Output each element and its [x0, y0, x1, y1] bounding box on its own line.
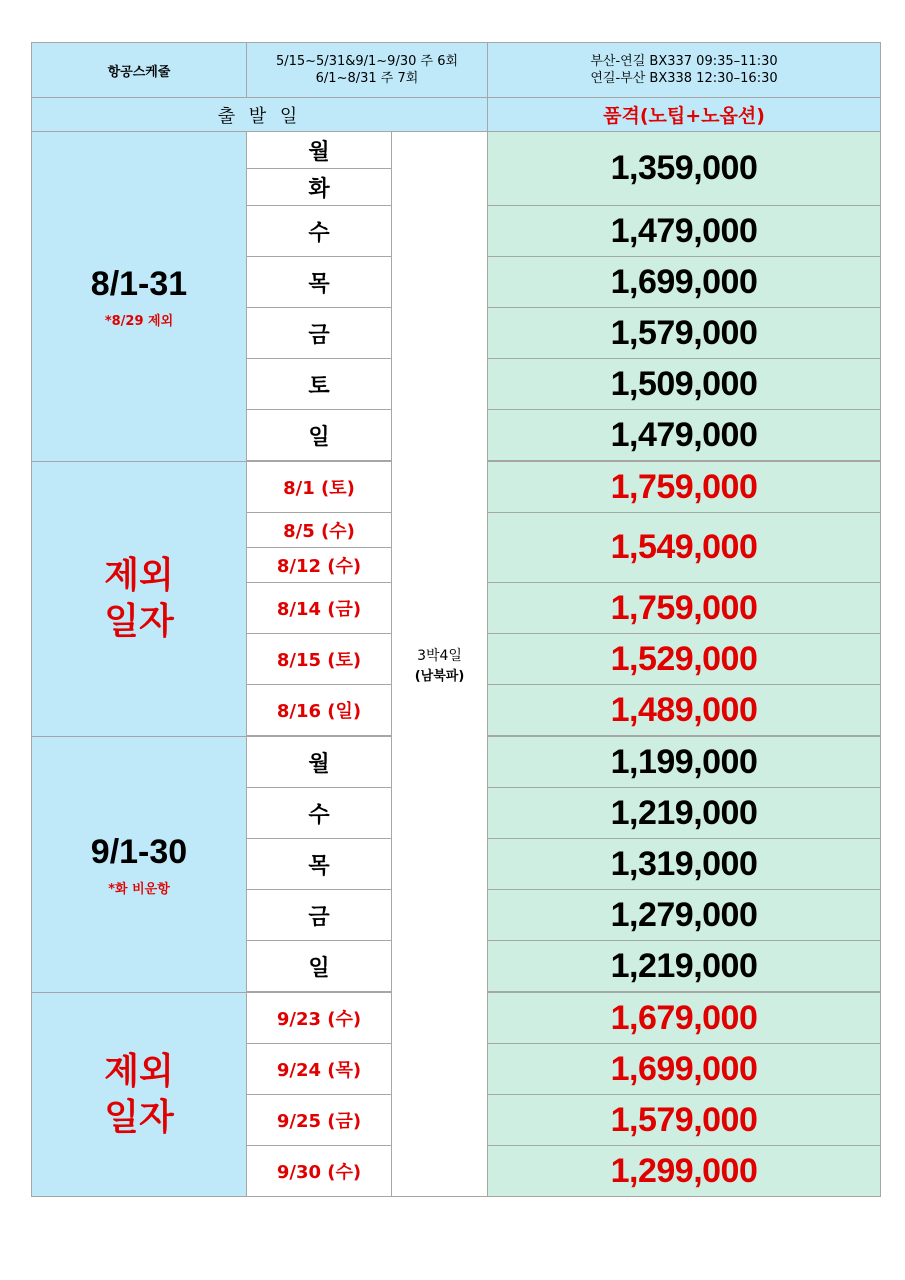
period-sep: [32, 737, 247, 993]
date-cell: 9/24 (목): [247, 1044, 392, 1095]
excl-sep: [32, 993, 247, 1197]
duration-line-1: 3박4일: [417, 647, 462, 664]
price-cell: 1,279,000: [488, 890, 881, 941]
price-cell: 1,219,000: [488, 941, 881, 992]
price-cell: 1,489,000: [488, 685, 881, 736]
duration-cell: [392, 132, 488, 1197]
header-flights: [488, 43, 881, 98]
price-cell: 1,479,000: [488, 206, 881, 257]
price-cell: 1,509,000: [488, 359, 881, 410]
date-cell: 8/14 (금): [247, 583, 392, 634]
day-cell: 수: [247, 788, 392, 839]
price-cell: 1,699,000: [488, 1044, 881, 1095]
price-cell: 1,579,000: [488, 1095, 881, 1146]
price-cell: 1,679,000: [488, 993, 881, 1044]
excl-aug: [32, 462, 247, 737]
period-aug-label: 8/1-31: [90, 264, 188, 303]
day-cell: 월: [247, 132, 392, 169]
date-cell: 8/12 (수): [247, 548, 392, 583]
departure-label: 출 발 일: [32, 98, 488, 132]
price-cell: 1,699,000: [488, 257, 881, 308]
date-cell: 9/23 (수): [247, 993, 392, 1044]
price-cell: 1,549,000: [488, 513, 881, 583]
period-aug-note: *8/29 제외: [104, 313, 174, 329]
date-cell: 9/25 (금): [247, 1095, 392, 1146]
price-cell: 1,319,000: [488, 839, 881, 890]
price-cell: 1,219,000: [488, 788, 881, 839]
price-cell: 1,199,000: [488, 737, 881, 788]
price-cell: 1,299,000: [488, 1146, 881, 1197]
price-cell: 1,359,000: [488, 132, 881, 206]
price-cell: 1,759,000: [488, 583, 881, 634]
day-cell: 목: [247, 839, 392, 890]
schedule-line-2: 6/1~8/31 주 7회: [315, 71, 419, 86]
grade-label: 품격(노팁+노옵션): [488, 98, 881, 132]
day-cell: 목: [247, 257, 392, 308]
day-cell: 월: [247, 737, 392, 788]
price-cell: 1,529,000: [488, 634, 881, 685]
period-sep-note: *화 비운항: [108, 881, 170, 897]
day-cell: 수: [247, 206, 392, 257]
day-cell: 일: [247, 410, 392, 461]
day-cell: 화: [247, 169, 392, 206]
day-cell: 일: [247, 941, 392, 992]
price-table: [31, 42, 881, 1197]
excl-sep-line-1: 제외: [104, 1050, 174, 1092]
price-cell: 1,759,000: [488, 462, 881, 513]
period-sep-label: 9/1-30: [90, 832, 188, 871]
schedule-line-1: 5/15~5/31&9/1~9/30 주 6회: [275, 54, 459, 69]
date-cell: 8/15 (토): [247, 634, 392, 685]
flight-line-2: 연길-부산 BX338 12:30–16:30: [590, 71, 778, 86]
day-cell: 금: [247, 308, 392, 359]
price-cell: 1,579,000: [488, 308, 881, 359]
duration-line-2: (남북파): [414, 668, 465, 684]
excl-sep-line-2: 일자: [104, 1096, 174, 1138]
price-cell: 1,479,000: [488, 410, 881, 461]
flight-line-1: 부산-연길 BX337 09:35–11:30: [590, 54, 778, 69]
period-aug: [32, 132, 247, 462]
date-cell: 9/30 (수): [247, 1146, 392, 1197]
date-cell: 8/16 (일): [247, 685, 392, 736]
day-cell: 토: [247, 359, 392, 410]
date-cell: 8/5 (수): [247, 513, 392, 548]
header-schedule: [247, 43, 488, 98]
excl-aug-line-1: 제외: [104, 555, 174, 596]
day-cell: 금: [247, 890, 392, 941]
excl-aug-line-2: 일자: [104, 601, 174, 642]
header-title: 항공스케줄: [32, 43, 247, 98]
date-cell: 8/1 (토): [247, 462, 392, 513]
